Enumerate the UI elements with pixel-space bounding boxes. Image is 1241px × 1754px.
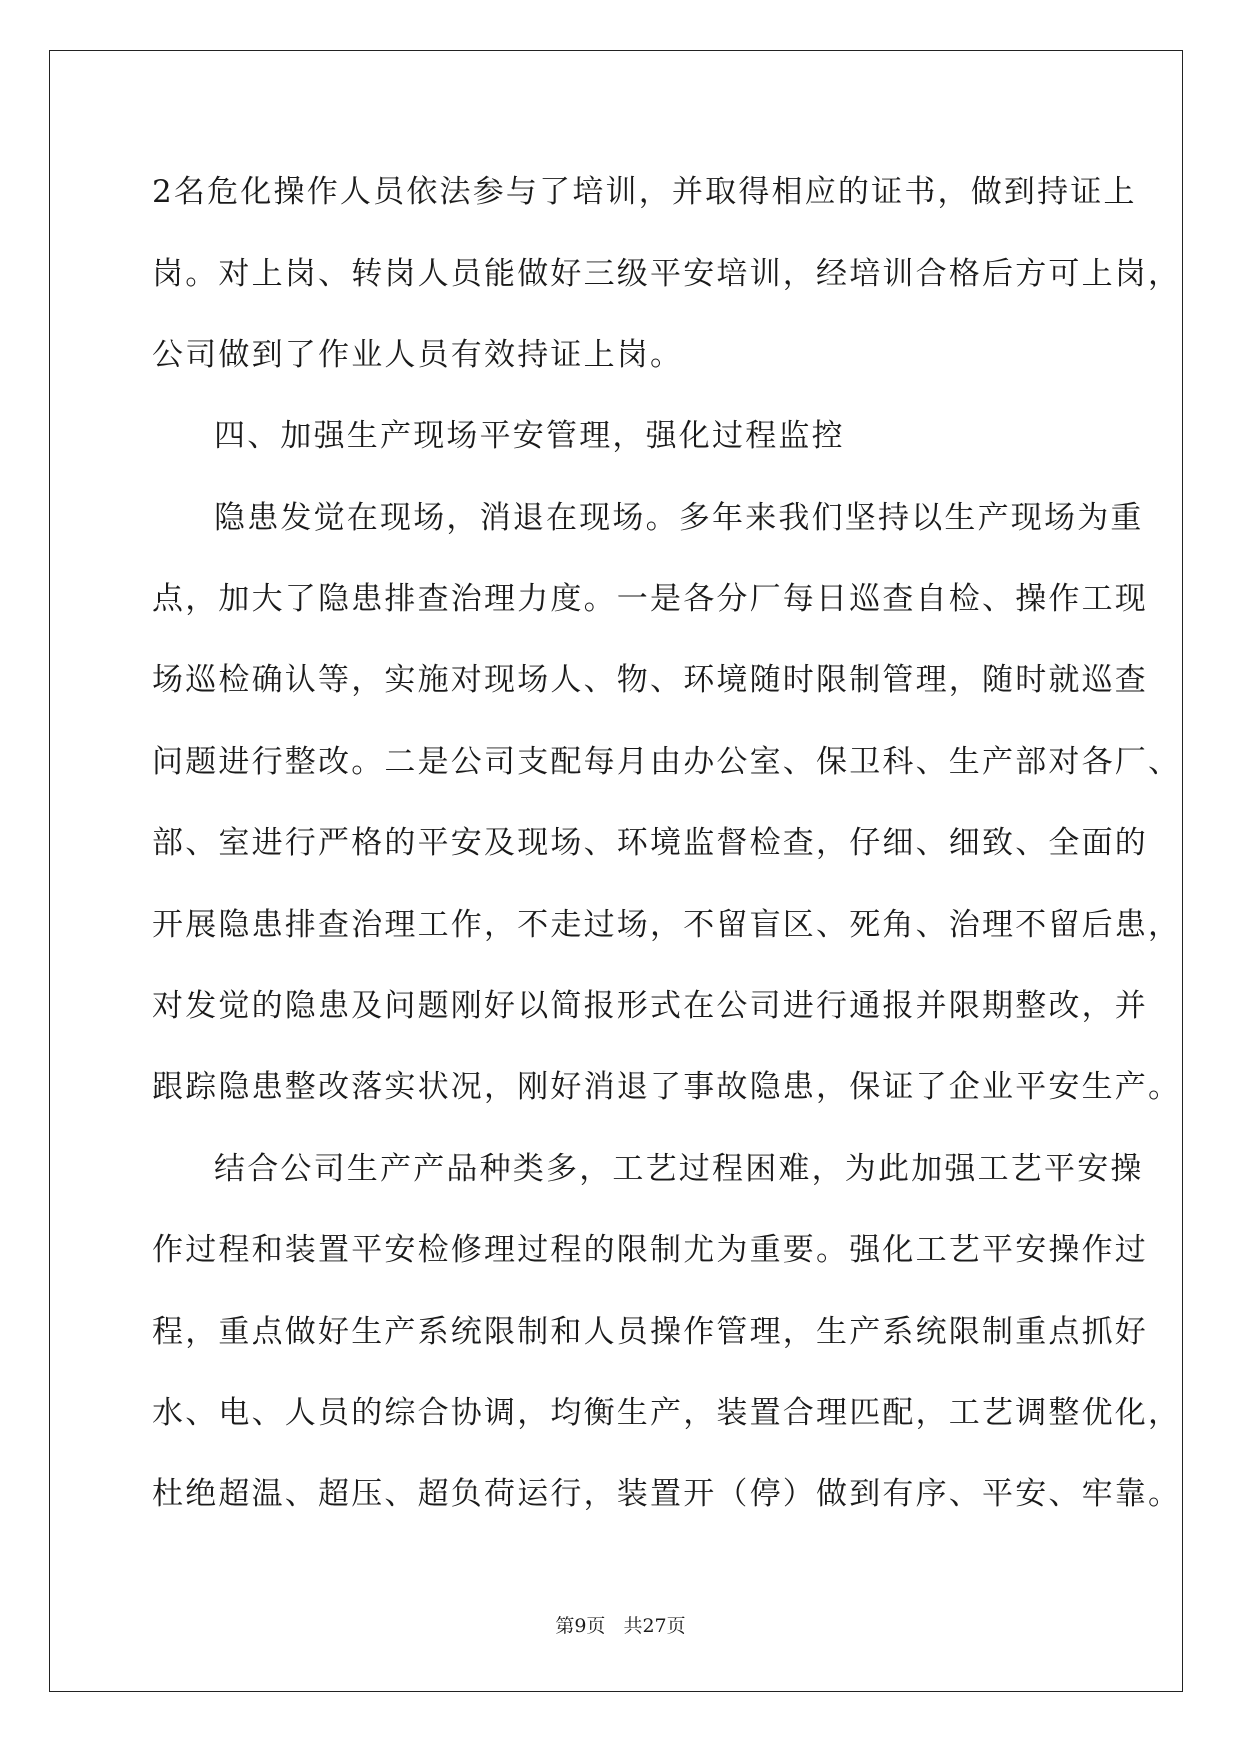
text-line: 点，加大了隐患排查治理力度。一是各分厂每日巡查自检、操作工现	[152, 581, 1148, 617]
text-line: 对发觉的隐患及问题刚好以简报形式在公司进行通报并限期整改，并	[152, 988, 1148, 1024]
text-line: 岗。对上岗、转岗人员能做好三级平安培训，经培训合格后方可上岗，	[152, 256, 1182, 292]
text-line: 2名危化操作人员依法参与了培训，并取得相应的证书，做到持证上	[152, 174, 1137, 210]
text-line: 跟踪隐患整改落实状况，刚好消退了事故隐患，保证了企业平安生产。	[152, 1069, 1182, 1105]
text-line: 隐患发觉在现场，消退在现场。多年来我们坚持以生产现场为重	[214, 500, 1144, 536]
text-line: 作过程和装置平安检修理过程的限制尤为重要。强化工艺平安操作过	[152, 1232, 1148, 1268]
text-line: 场巡检确认等，实施对现场人、物、环境随时限制管理，随时就巡查	[152, 662, 1148, 698]
text-line: 水、电、人员的综合协调，均衡生产，装置合理匹配，工艺调整优化，	[152, 1395, 1182, 1431]
text-line: 程，重点做好生产系统限制和人员操作管理，生产系统限制重点抓好	[152, 1314, 1148, 1350]
text-line: 公司做到了作业人员有效持证上岗。	[152, 337, 684, 373]
page-total: 共27页	[623, 1615, 686, 1637]
text-line: 部、室进行严格的平安及现场、环境监督检查，仔细、细致、全面的	[152, 825, 1148, 861]
section-heading: 四、加强生产现场平安管理，强化过程监控	[214, 418, 845, 454]
page-border	[49, 50, 1183, 1692]
text-line: 开展隐患排查治理工作，不走过场，不留盲区、死角、治理不留后患，	[152, 907, 1182, 943]
page-footer	[0, 1614, 1241, 1638]
text-line: 结合公司生产产品种类多，工艺过程困难，为此加强工艺平安操	[214, 1151, 1144, 1187]
text-line: 问题进行整改。二是公司支配每月由办公室、保卫科、生产部对各厂、	[152, 744, 1182, 780]
page-number: 第9页	[555, 1615, 606, 1637]
text-line: 杜绝超温、超压、超负荷运行，装置开（停）做到有序、平安、牢靠。	[152, 1476, 1182, 1512]
